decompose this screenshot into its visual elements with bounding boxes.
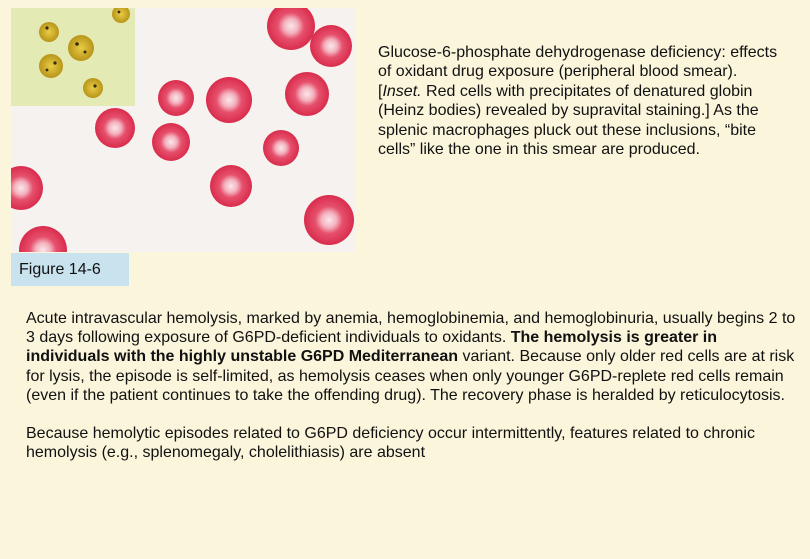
body-text: [26, 309, 796, 462]
paragraph-1-text: Acute intravascular hemolysis, marked by anemia, hemoglobinemia, and hemoglobinuria, usually begins 2 to 3 days following exposure of G6PD-deficient individuals to oxidants.: [26, 310, 796, 347]
paragraph-1-emphasis: The hemolysis is greater in individuals with the highly unstable G6PD Mediterranean: [26, 329, 718, 366]
caption-inset-label: Inset.: [382, 82, 422, 100]
paragraph-2: Because hemolytic episodes related to G6PD deficiency occur intermittently, features related to chronic hemolysis (e.g., splenomegaly, cholelithiasis) are absent: [26, 425, 755, 462]
figure-caption: [378, 43, 778, 159]
paragraph-1: [26, 309, 796, 405]
figure-label: Figure 14-6: [11, 253, 129, 286]
caption-text-continued: Red cells with precipitates of denatured globin (Heinz bodies) revealed by supravital staining.] As the splenic macrophages pluck out these inclusions, “bite cells” like the one in this smear are produced.: [378, 82, 759, 159]
caption-text: Glucose-6-phosphate dehydrogenase deficiency: effects of oxidant drug exposure (peripheral blood smear). [: [378, 44, 778, 100]
blood-smear-illustration: [11, 8, 355, 252]
blood-smear-image: [11, 8, 355, 252]
paragraph-1-text-continued: variant. Because only older red cells are at risk for lysis, the episode is self-limited, as hemolysis ceases when only younger G6PD-replete red cells remain (even if the patient continues to take the offending drug). The recovery phase is heralded by reticulocytosis.: [26, 348, 795, 404]
inset-heinz-bodies: [11, 8, 135, 106]
